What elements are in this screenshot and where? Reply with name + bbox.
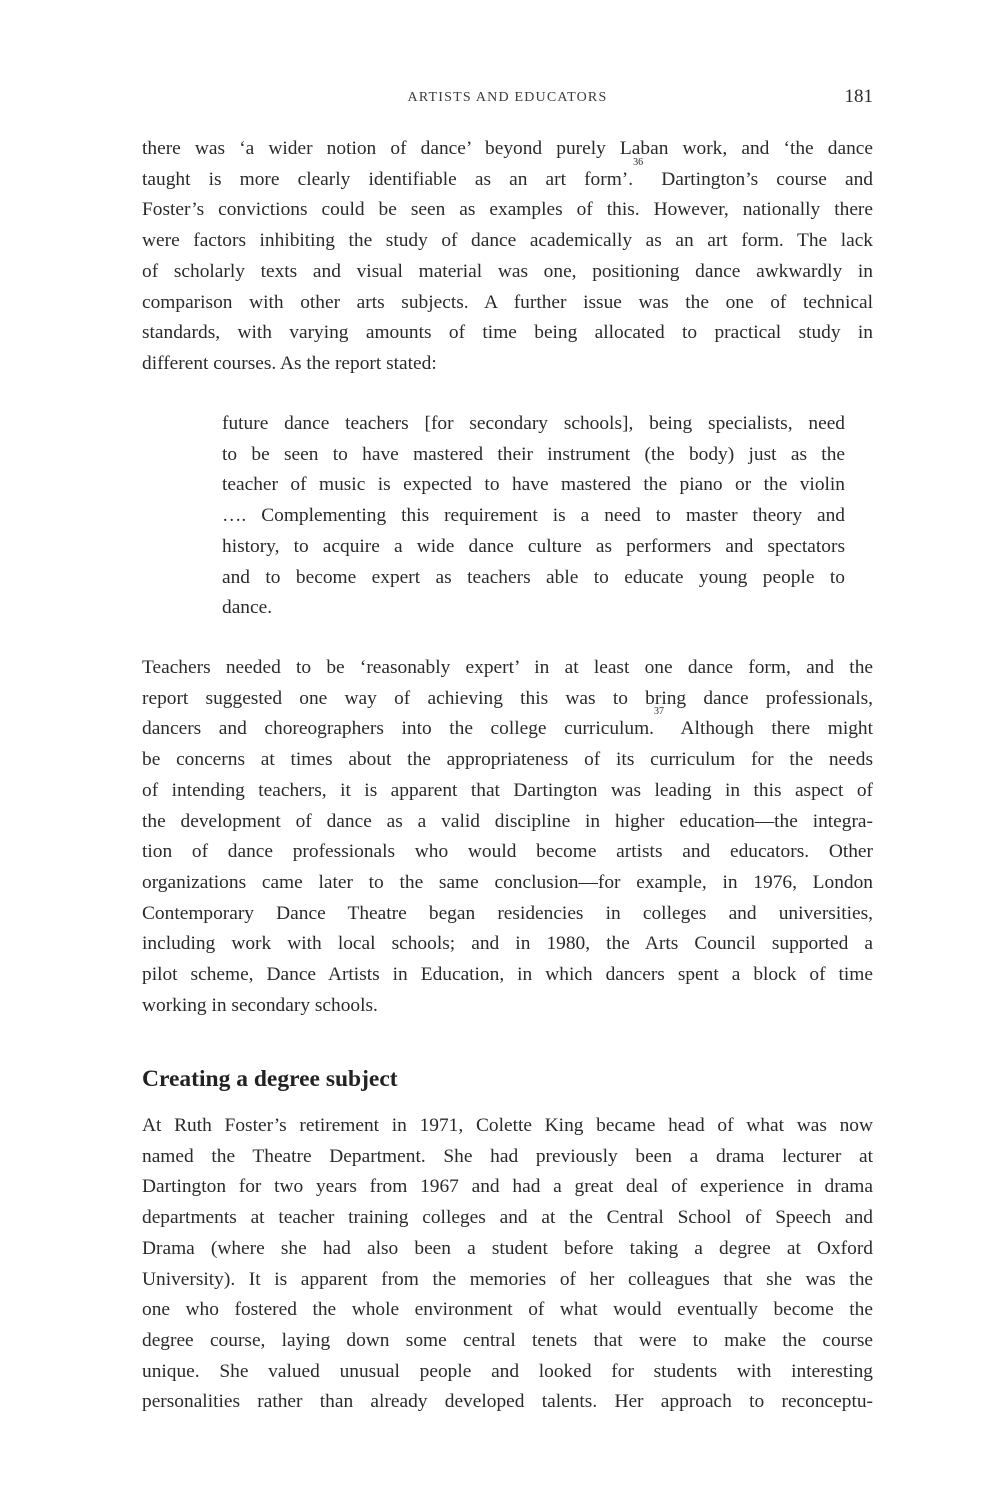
footnote-ref-37[interactable]: 37	[654, 706, 665, 718]
text-line: of scholarly texts and visual material was one, positioning dance awkwardly in	[142, 260, 873, 282]
text-line: Teachers needed to be ‘reasonably expert’ in at least one dance form, and the	[142, 657, 873, 678]
text-line	[142, 706, 873, 745]
text-line: University). It is apparent from the memories of her colleagues that she was the	[142, 1268, 873, 1290]
text-line: comparison with other arts subjects. A further issue was the one of technical	[142, 291, 873, 313]
text-line: pilot scheme, Dance Artists in Education, in which dancers spent a block of time	[142, 964, 873, 986]
running-head	[142, 88, 873, 112]
text-line: tion of dance professionals who would become artists and educators. Other	[142, 841, 873, 863]
text-line: Dartington for two years from 1967 and had a great deal of experience in drama	[142, 1176, 873, 1198]
text-fragment: Dartington’s course and	[643, 168, 873, 190]
quote-line: and to become expert as teachers able to educate young people to	[222, 566, 845, 588]
quote-line: …. Complementing this requirement is a need to master theory and	[222, 505, 845, 527]
footnote-ref-36[interactable]: 36	[633, 156, 644, 168]
text-line: Contemporary Dance Theatre began residencies in colleges and universities,	[142, 902, 873, 924]
text-line: the development of dance as a valid discipline in higher education—the integra-	[142, 810, 873, 832]
text-fragment: Although there might	[664, 718, 873, 740]
text-line: personalities rather than already developed talents. Her approach to reconceptu-	[142, 1391, 873, 1413]
text-line: unique. She valued unusual people and looked for students with interesting	[142, 1360, 873, 1382]
text-line: At Ruth Foster’s retirement in 1971, Colette King became head of what was now	[142, 1115, 873, 1136]
text-line: report suggested one way of achieving this was to bring dance professionals,	[142, 687, 873, 709]
quote-line: to be seen to have mastered their instrument (the body) just as the	[222, 443, 845, 465]
text-line: of intending teachers, it is apparent that Dartington was leading in this aspect of	[142, 779, 873, 801]
paragraph-3	[142, 1111, 873, 1418]
text-line: degree course, laying down some central tenets that were to make the course	[142, 1329, 873, 1351]
text-line: different courses. As the report stated:	[142, 352, 437, 374]
text-line: departments at teacher training colleges and at the Central School of Speech and	[142, 1207, 873, 1229]
quote-line: history, to acquire a wide dance culture as performers and spectators	[222, 535, 845, 557]
text-line: Drama (where she had also been a student before taking a degree at Oxford	[142, 1237, 873, 1259]
text-line: one who fostered the whole environment of what would eventually become the	[142, 1299, 873, 1321]
text-line: named the Theatre Department. She had previously been a drama lecturer at	[142, 1145, 873, 1167]
page-number: 181	[844, 86, 873, 107]
section-heading: Creating a degree subject	[142, 1066, 398, 1092]
text-line: Foster’s convictions could be seen as examples of this. However, nationally there	[142, 199, 873, 221]
text-line: standards, with varying amounts of time being allocated to practical study in	[142, 322, 873, 344]
text-line: including work with local schools; and in 1980, the Arts Council supported a	[142, 933, 873, 955]
text-line: were factors inhibiting the study of dance academically as an art form. The lack	[142, 230, 873, 252]
text-line: working in secondary schools.	[142, 994, 378, 1016]
quote-line: future dance teachers [for secondary schools], being specialists, need	[222, 413, 845, 434]
paragraph-2	[142, 653, 873, 1021]
book-page	[142, 0, 873, 1500]
block-quote	[222, 409, 845, 624]
quote-line: dance.	[222, 597, 273, 619]
quote-line: teacher of music is expected to have mastered the piano or the violin	[222, 474, 845, 496]
text-line	[142, 156, 873, 196]
running-title: ARTISTS AND EDUCATORS	[407, 90, 608, 105]
paragraph-1	[142, 134, 873, 380]
text-fragment: dancers and choreographers into the college curriculum.	[142, 718, 655, 740]
text-line: there was ‘a wider notion of dance’ beyond purely Laban work, and ‘the dance	[142, 138, 873, 159]
text-line: be concerns at times about the appropriateness of its curriculum for the needs	[142, 749, 873, 771]
text-fragment: taught is more clearly identifiable as an art form’.	[142, 168, 634, 190]
text-line: organizations came later to the same conclusion—for example, in 1976, London	[142, 871, 873, 893]
